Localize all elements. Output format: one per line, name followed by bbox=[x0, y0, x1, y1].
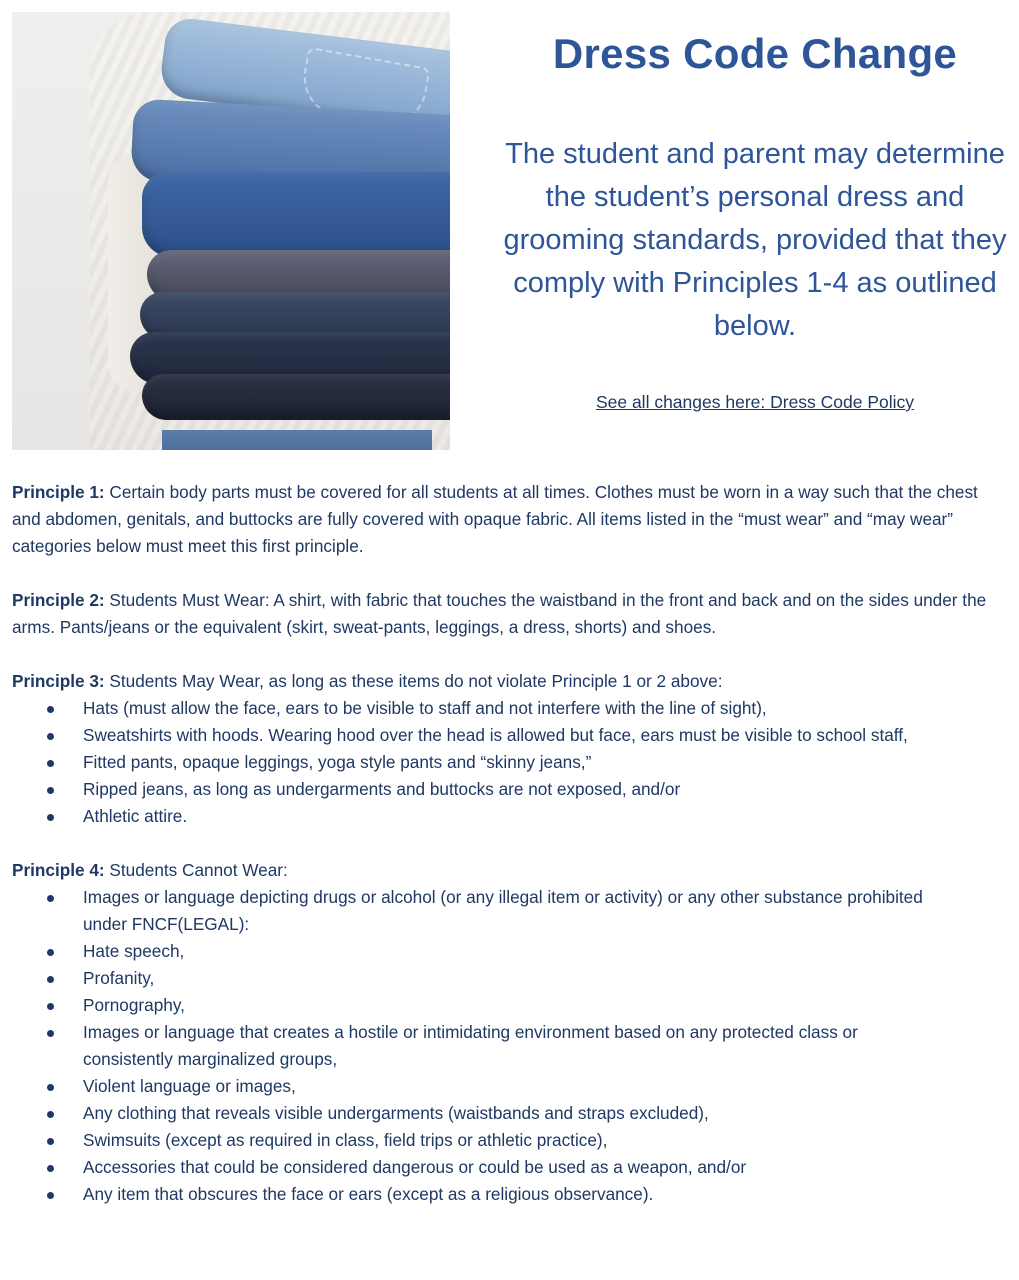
list-item bbox=[12, 938, 1002, 965]
principle-3-label: Principle 3: bbox=[12, 671, 105, 691]
bullet-icon bbox=[47, 733, 54, 740]
list-item-text: Ripped jeans, as long as undergarments and buttocks are not exposed, and/or bbox=[83, 779, 681, 799]
principle-1 bbox=[12, 479, 1002, 560]
may-wear-list bbox=[12, 695, 1002, 830]
bullet-icon bbox=[47, 1165, 54, 1172]
list-item-text: Profanity, bbox=[83, 968, 155, 988]
list-item bbox=[12, 1019, 1002, 1073]
cannot-wear-list bbox=[12, 884, 1002, 1208]
bullet-icon bbox=[47, 1030, 54, 1037]
principle-1-label: Principle 1: bbox=[12, 482, 105, 502]
intro-statement: The student and parent may determine the student’s personal dress and grooming standards, provided that they comply with Principles 1-4 as outlined below. bbox=[503, 138, 1007, 342]
bullet-icon bbox=[47, 1111, 54, 1118]
principle-3-body: Students May Wear, as long as these items do not violate Principle 1 or 2 above: bbox=[104, 671, 723, 691]
list-item bbox=[12, 695, 1002, 722]
principle-4-text bbox=[12, 857, 1002, 884]
jeans-fold bbox=[142, 374, 450, 420]
list-item bbox=[12, 1154, 1002, 1181]
list-item bbox=[12, 776, 1002, 803]
principle-2-text bbox=[12, 587, 1002, 641]
jeans-stack-photo bbox=[12, 12, 450, 450]
list-item bbox=[12, 749, 1002, 776]
bullet-icon bbox=[47, 814, 54, 821]
bullet-icon bbox=[47, 1138, 54, 1145]
list-item bbox=[12, 1181, 1002, 1208]
bullet-icon bbox=[47, 787, 54, 794]
principle-4-label: Principle 4: bbox=[12, 860, 105, 880]
list-item-text: Swimsuits (except as required in class, field trips or athletic practice), bbox=[83, 1130, 608, 1150]
list-item-text: Hate speech, bbox=[83, 941, 185, 961]
principle-2-body: Students Must Wear: A shirt, with fabric that touches the waistband in the front and back and on the sides under the arms. Pants/jeans or the equivalent (skirt, sweat-pants, leggings, a dress, shorts) and shoes. bbox=[12, 590, 987, 637]
list-item-text: Fitted pants, opaque leggings, yoga style pants and “skinny jeans,” bbox=[83, 752, 592, 772]
list-item-text: Athletic attire. bbox=[83, 806, 188, 826]
list-item-text: Any item that obscures the face or ears (except as a religious observance). bbox=[83, 1184, 654, 1204]
list-item-text: Images or language that creates a hostile or intimidating environment based on any protected class or consistently marginalized groups, bbox=[83, 1022, 858, 1069]
list-item bbox=[12, 992, 1002, 1019]
principle-2 bbox=[12, 587, 1002, 641]
list-item bbox=[12, 1100, 1002, 1127]
list-item-text: Accessories that could be considered dangerous or could be used as a weapon, and/or bbox=[83, 1157, 747, 1177]
principle-1-body: Certain body parts must be covered for all students at all times. Clothes must be worn in a way such that the chest and abdomen, genitals, and buttocks are fully covered with opaque fabric. All items listed in the “must wear” and “may wear” categories below must meet this first principle. bbox=[12, 482, 978, 556]
principle-3-text bbox=[12, 668, 1002, 695]
page-title: Dress Code Change bbox=[552, 30, 958, 77]
list-item bbox=[12, 1127, 1002, 1154]
bullet-icon bbox=[47, 706, 54, 713]
list-item-text: Images or language depicting drugs or alcohol (or any illegal item or activity) or any other substance prohibited under FNCF(LEGAL): bbox=[83, 887, 923, 934]
bullet-icon bbox=[47, 895, 54, 902]
list-item bbox=[12, 1073, 1002, 1100]
bullet-icon bbox=[47, 1192, 54, 1199]
jeans-fold bbox=[142, 172, 450, 257]
bullet-icon bbox=[47, 949, 54, 956]
principle-1-text bbox=[12, 479, 1002, 560]
dress-code-policy-link[interactable]: See all changes here: Dress Code Policy bbox=[595, 392, 915, 412]
list-item-text: Hats (must allow the face, ears to be visible to staff and not interfere with the line of sight), bbox=[83, 698, 767, 718]
list-item-text: Any clothing that reveals visible undergarments (waistbands and straps excluded), bbox=[83, 1103, 709, 1123]
list-item-text: Sweatshirts with hoods. Wearing hood over the head is allowed but face, ears must be visible to school staff, bbox=[83, 725, 908, 745]
list-item bbox=[12, 884, 1002, 938]
bullet-icon bbox=[47, 976, 54, 983]
list-item bbox=[12, 803, 1002, 830]
principles-section bbox=[12, 479, 1002, 1235]
bullet-icon bbox=[47, 760, 54, 767]
principle-3 bbox=[12, 668, 1002, 830]
principle-4-body: Students Cannot Wear: bbox=[104, 860, 288, 880]
bullet-icon bbox=[47, 1084, 54, 1091]
bullet-icon bbox=[47, 1003, 54, 1010]
list-item-text: Violent language or images, bbox=[83, 1076, 296, 1096]
list-item-text: Pornography, bbox=[83, 995, 185, 1015]
list-item bbox=[12, 722, 1002, 749]
principle-2-label: Principle 2: bbox=[12, 590, 105, 610]
worn-jeans bbox=[162, 430, 432, 450]
principle-4 bbox=[12, 857, 1002, 1208]
list-item bbox=[12, 965, 1002, 992]
